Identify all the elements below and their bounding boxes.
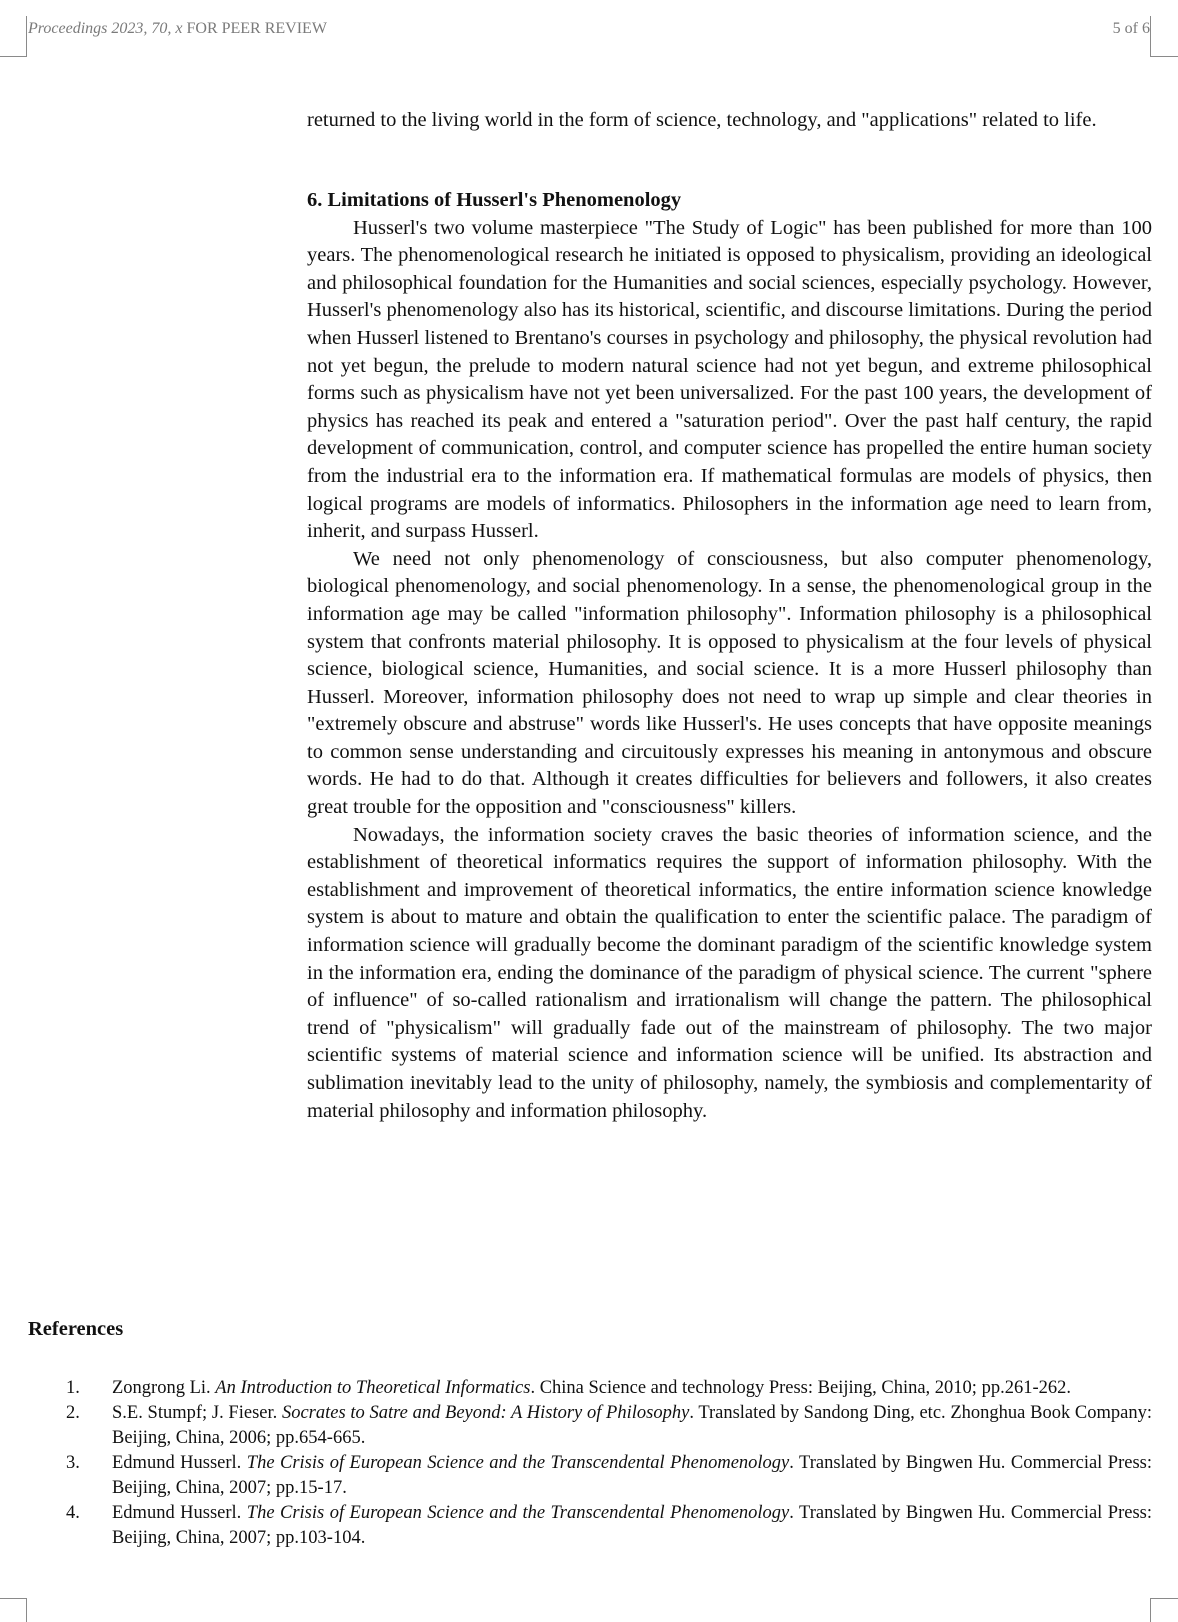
footer-rule-right — [1150, 1598, 1178, 1599]
reference-title: The Crisis of European Science and the Transcendental Phenomenology — [246, 1503, 790, 1523]
reference-details: . Translated by Bingwen Hu. Commercial Press: Beijing, China, 2007; pp.103-104. — [112, 1503, 1152, 1548]
footer-rule-right-vertical — [1150, 1598, 1151, 1622]
reference-number: 2. — [66, 1403, 80, 1423]
reference-details: . Translated by Sandong Ding, etc. Zhonghua Book Company: Beijing, China, 2006; pp.654-665. — [112, 1403, 1152, 1448]
references-heading: References — [28, 1318, 124, 1340]
reference-title: Socrates to Satre and Beyond: A History of Philosophy — [281, 1403, 690, 1423]
peer-review-label: FOR PEER REVIEW — [186, 20, 327, 37]
running-header — [28, 20, 1150, 40]
section-paragraph-2: We need not only phenomenology of consciousness, but also computer phenomenology, biological phenomenology, and social phenomenology. In a sense, the phenomenological group in the information age may be called "information philosophy". Information philosophy is a philosophical system that confronts material philosophy. It is opposed to physicalism at the four levels of physical science, biological science, Humanities, and social science. It is a more Husserl philosophy than Husserl. Moreover, information philosophy does not need to wrap up simple and clear theories in "extremely obscure and abstruse" words like Husserl's. He uses concepts that have opposite meanings to common sense understanding and circuitously expresses his meaning in antonymous and obscure words. He had to do that. Although it creates difficulties for believers and followers, it also creates great trouble for the opposition and "consciousness" killers. — [307, 547, 1152, 819]
journal-citation: Proceedings 2023, 70, x — [28, 20, 183, 37]
reference-title: An Introduction to Theoretical Informatics — [215, 1378, 531, 1398]
reference-item — [28, 1451, 1152, 1501]
footer-rule-left-vertical — [26, 1598, 27, 1622]
reference-details: . China Science and technology Press: Beijing, China, 2010; pp.261-262. — [530, 1378, 1071, 1398]
reference-authors: S.E. Stumpf; J. Fieser. — [112, 1403, 282, 1423]
reference-title: The Crisis of European Science and the Transcendental Phenomenology — [246, 1453, 790, 1473]
reference-authors: Edmund Husserl. — [112, 1453, 247, 1473]
continued-paragraph: returned to the living world in the form of science, technology, and "applications" related to life. — [307, 109, 1097, 131]
header-rule-left — [0, 56, 26, 57]
header-rule-right-vertical — [1150, 16, 1151, 57]
reference-number: 4. — [66, 1503, 80, 1523]
footer-rule-left — [0, 1598, 26, 1599]
reference-authors: Zongrong Li. — [112, 1378, 216, 1398]
section-paragraph-1: Husserl's two volume masterpiece "The Study of Logic" has been published for more than 100 years. The phenomenological research he initiated is opposed to physicalism, providing an ideological and philosophical foundation for the Humanities and social sciences, especially psychology. However, Husserl's phenomenology also has its historical, scientific, and discourse limitations. During the period when Husserl listened to Brentano's courses in psychology and philosophy, the physical revolution had not yet begun, the prelude to modern natural science had not yet begun, and extreme philosophical forms such as physicalism have not yet been universalized. For the past 100 years, the development of physics has reached its peak and entered a "saturation period". Over the past half century, the rapid development of communication, control, and computer science has propelled the entire human society from the industrial era to the information era. If mathematical formulas are models of physics, then logical programs are models of informatics. Philosophers in the information age need to learn from, inherit, and surpass Husserl. — [307, 216, 1152, 543]
running-header-journal — [28, 20, 327, 38]
reference-authors: Edmund Husserl. — [112, 1503, 247, 1523]
reference-number: 3. — [66, 1453, 80, 1473]
reference-list — [28, 1376, 1152, 1551]
section-heading: 6. Limitations of Husserl's Phenomenology — [307, 189, 682, 211]
section-paragraph-3: Nowadays, the information society craves the basic theories of information science, and the establishment of theoretical informatics requires the support of information philosophy. With the establishment and improvement of theoretical informatics, the entire information science knowledge system is about to mature and obtain the qualification to enter the scientific palace. The paradigm of information science will gradually become the dominant paradigm of the scientific knowledge system in the information era, ending the dominance of the paradigm of physical science. The current "sphere of influence" of so-called rationalism and irrationalism will change the pattern. The philosophical trend of "physicalism" will gradually fade out of the mainstream of philosophy. The two major scientific systems of material science and information science will be unified. Its abstraction and sublimation inevitably lead to the unity of philosophy, namely, the symbiosis and complementarity of material philosophy and information philosophy. — [307, 823, 1152, 1122]
header-rule-left-vertical — [26, 16, 27, 57]
header-rule-right — [1150, 56, 1178, 57]
reference-details: . Translated by Bingwen Hu. Commercial Press: Beijing, China, 2007; pp.15-17. — [112, 1453, 1152, 1498]
reference-number: 1. — [66, 1378, 80, 1398]
reference-item — [28, 1376, 1152, 1401]
section-6 — [307, 187, 1152, 1125]
reference-item — [28, 1501, 1152, 1551]
reference-item — [28, 1401, 1152, 1451]
page-number: 5 of 6 — [1112, 20, 1150, 37]
body-column — [307, 107, 1152, 135]
